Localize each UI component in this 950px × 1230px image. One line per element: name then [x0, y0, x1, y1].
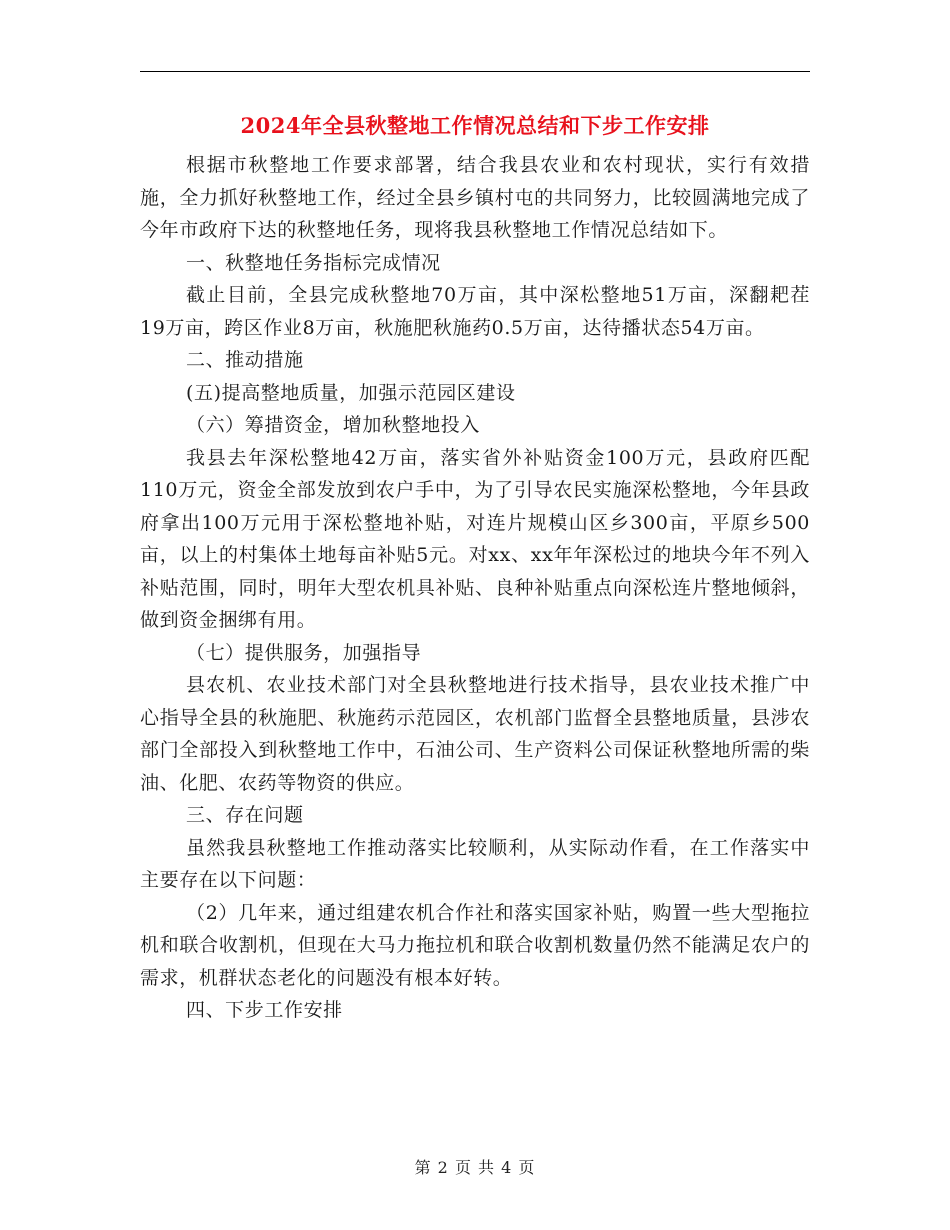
paragraph-services: 县农机、农业技术部门对全县秋整地进行技术指导，县农业技术推广中心指导全县的秋施肥、秋施药示范园区，农机部门监督全县整地质量，县涉农部门全部投入到秋整地工作中，石油公司、生产资料公司保证秋整地所需的柴油、化肥、农药等物资的供应。 [140, 674, 810, 794]
subheading-7: （七）提供服务，加强指导 [185, 641, 422, 664]
header-rule [140, 71, 810, 72]
subheading-6: （六）筹措资金，增加秋整地投入 [185, 414, 480, 436]
section-heading-4: 四、下步工作安排 [185, 999, 343, 1021]
section-heading-2: 二、推动措施 [185, 349, 304, 371]
document-body [140, 149, 810, 1027]
section-heading-3: 三、存在问题 [185, 804, 304, 826]
subheading-5: (五)提高整地质量，加强示范园区建设 [185, 381, 516, 404]
document-title: 2024年全县秋整地工作情况总结和下步工作安排 [240, 113, 710, 138]
section-heading-1: 一、秋整地任务指标完成情况 [185, 251, 441, 274]
page-number: 第 2 页 共 4 页 [414, 1158, 536, 1177]
paragraph-funding: 我县去年深松整地42万亩，落实省外补贴资金100万元，县政府匹配110万元，资金全部发放到农户手中，为了引导农民实施深松整地，今年县政府拿出100万元用于深松整地补贴，对连片规模山区乡300亩，平原乡500亩，以上的村集体土地每亩补贴5元。对xx、xx年年深松过的地块今年不列入补贴范围，同时，明年大型农机具补贴、良种补贴重点向深松连片整地倾斜，做到资金捆绑有用。 [140, 446, 810, 631]
paragraph-problem-2: （2）几年来，通过组建农机合作社和落实国家补贴，购置一些大型拖拉机和联合收割机，但现在大马力拖拉机和联合收割机数量仍然不能满足农户的需求，机群状态老化的问题没有根本好转。 [140, 901, 810, 989]
paragraph-problems-intro: 虽然我县秋整地工作推动落实比较顺利，从实际动作看，在工作落实中主要存在以下问题： [140, 836, 810, 891]
paragraph-intro: 根据市秋整地工作要求部署，结合我县农业和农村现状，实行有效措施，全力抓好秋整地工作，经过全县乡镇村屯的共同努力，比较圆满地完成了今年市政府下达的秋整地任务，现将我县秋整地工作情况总结如下。 [140, 154, 810, 241]
paragraph-completion: 截止目前，全县完成秋整地70万亩，其中深松整地51万亩，深翻耙茬19万亩，跨区作业8万亩，秋施肥秋施药0.5万亩，达待播状态54万亩。 [140, 284, 810, 339]
